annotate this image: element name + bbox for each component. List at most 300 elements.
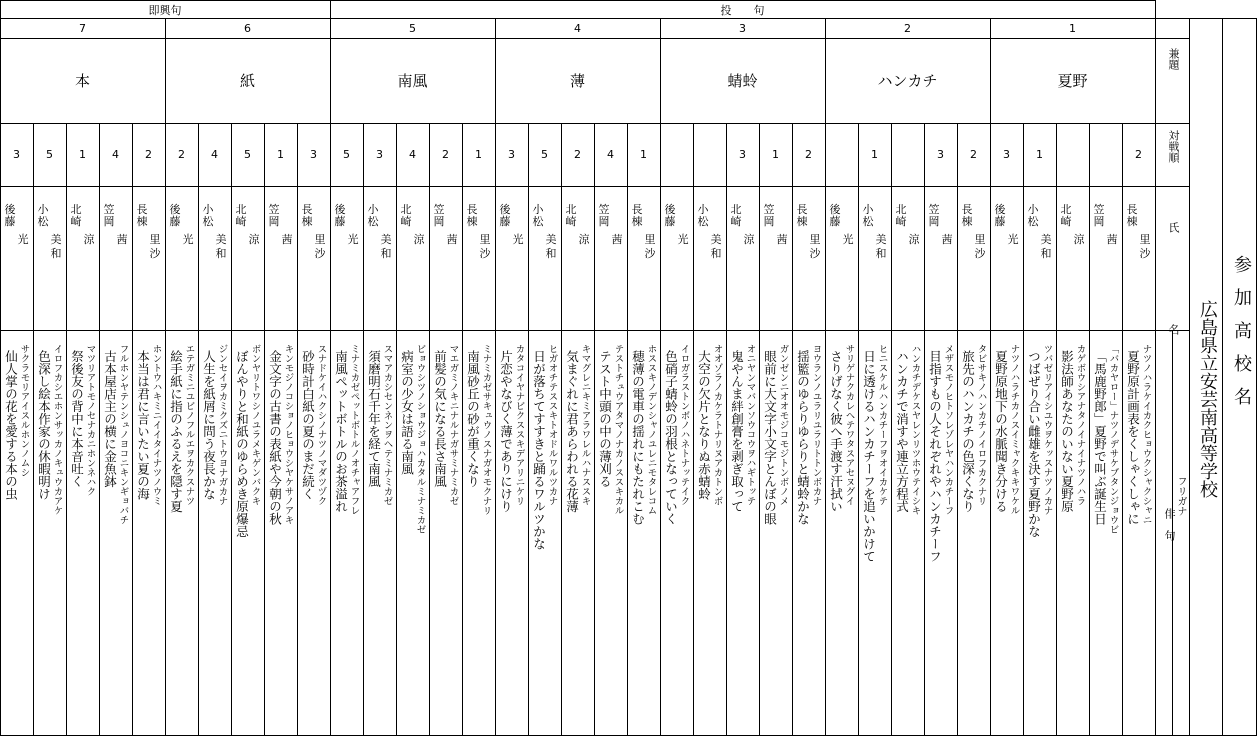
name-char: 笠 — [433, 203, 445, 216]
player-given-name — [1140, 204, 1151, 262]
match-order — [660, 123, 693, 186]
name-char: 光 — [17, 233, 29, 246]
player-given-name — [18, 204, 29, 262]
round-number: 3 — [739, 22, 746, 35]
haiku-text: さりげなく彼へ手渡す汗拭い — [828, 350, 844, 513]
haiku-furigana: ヒニスケルハンカチーフヲオイカケテ — [876, 344, 888, 506]
player-family-name — [236, 204, 247, 228]
haiku-furigana: マエガミノキニナルナガサミナミカゼ — [447, 344, 459, 506]
shimei-label: 氏 名 — [1167, 222, 1180, 375]
haiku-furigana: イロフカシエホンサッカノキュウカアケ — [51, 344, 63, 515]
name-char: 北 — [895, 203, 907, 216]
name-char: 松 — [367, 215, 379, 228]
name-char: 沙 — [1139, 247, 1151, 260]
name-char: 光 — [1007, 233, 1019, 246]
haiku-furigana: オニヤンマバンソウコウヲハギトッテ — [744, 344, 756, 506]
haiku-furigana: イロガラストンボノハネトナッテイク — [678, 344, 690, 506]
kendai-label: 兼題 — [1167, 48, 1180, 70]
haiku-furigana: ビョウシツノショウジョハカタルミナミカゼ — [414, 344, 426, 534]
haiku-text: 鬼やんま絆創膏を剥ぎ取って — [729, 350, 745, 513]
name-char: 藤 — [4, 215, 16, 228]
haiku-text: 日が落ちてすすきと踊るワルツかな — [531, 350, 547, 550]
match-order: 5 — [541, 148, 548, 161]
player-family-name — [38, 204, 49, 228]
name-char: 涼 — [1073, 233, 1085, 246]
match-order: 1 — [79, 148, 86, 161]
name-char: 光 — [512, 233, 524, 246]
school-name: 広島県立安芸南高等学校 — [1197, 300, 1218, 498]
name-char: 小 — [37, 203, 49, 216]
name-char: 美 — [50, 233, 62, 246]
player-name — [726, 204, 759, 274]
name-char: 崎 — [895, 215, 907, 228]
player-family-name — [335, 204, 346, 228]
player-given-name — [711, 204, 722, 262]
name-char: 沙 — [974, 247, 986, 260]
player-given-name — [645, 204, 656, 262]
name-char: 松 — [862, 215, 874, 228]
name-char: 和 — [875, 247, 887, 260]
player-given-name — [678, 204, 689, 262]
player-name — [99, 204, 132, 274]
player-given-name — [876, 204, 887, 262]
haiku-text: 片恋やなびく薄でありにけり — [498, 350, 514, 513]
player-name — [693, 204, 726, 274]
match-order: 1 — [772, 148, 779, 161]
name-char: 美 — [1040, 233, 1052, 246]
player-family-name — [1061, 204, 1072, 228]
name-char: 崎 — [1060, 215, 1072, 228]
player-given-name — [315, 204, 326, 262]
haiku-text: 人生を紙屑に問う夜長かな — [201, 350, 217, 500]
haiku-furigana: ホントウハキミニイイタイナツノウミ — [150, 344, 162, 506]
name-char: 松 — [697, 215, 709, 228]
name-char: 岡 — [928, 215, 940, 228]
name-char: 沙 — [809, 247, 821, 260]
player-family-name — [71, 204, 82, 228]
name-char: 後 — [169, 203, 181, 216]
haiku-furigana: ミナミカゼペットボトルノオチャアフレ — [348, 344, 360, 515]
kendai-word: 夏野 — [1057, 72, 1088, 90]
haiku-furigana: ボンヤリトワシノユラメキゲンバクキ — [249, 344, 261, 506]
name-char: 崎 — [70, 215, 82, 228]
haiku-furigana: エテガミニユビノフルエヲカクスナツ — [183, 344, 195, 506]
match-order: 2 — [178, 148, 185, 161]
player-name — [561, 204, 594, 274]
haiku-text: 眼前に大文字小文字とんぼの眼 — [762, 350, 778, 525]
name-char: 棟 — [796, 215, 808, 228]
name-char: 崎 — [235, 215, 247, 228]
haiku-text: 夏野原地下の水脈聞き分ける — [993, 350, 1009, 513]
name-char: 長 — [301, 203, 313, 216]
haiku-text: 影法師あなたのいない夏野原 — [1059, 350, 1075, 513]
player-name — [495, 204, 528, 274]
haiku-furigana: スマアカシセンネンヲヘテミナミカゼ — [381, 344, 393, 506]
player-family-name — [170, 204, 181, 228]
player-name — [825, 204, 858, 274]
name-char: 里 — [479, 233, 491, 246]
name-char: 涼 — [248, 233, 260, 246]
name-char: 後 — [664, 203, 676, 216]
haiku-text: ハンカチで消すや連立方程式 — [894, 350, 910, 513]
player-given-name — [414, 204, 425, 262]
match-order: 3 — [1003, 148, 1010, 161]
match-order: 2 — [442, 148, 449, 161]
sokkyo-header: 即興句 — [148, 3, 182, 17]
player-name — [660, 204, 693, 274]
name-char: 北 — [400, 203, 412, 216]
player-given-name — [117, 204, 128, 262]
match-order: 4 — [211, 148, 218, 161]
name-char: 長 — [961, 203, 973, 216]
furigana-label: フリガナ — [1175, 476, 1186, 516]
match-order: 5 — [343, 148, 350, 161]
player-given-name — [216, 204, 227, 262]
haiku-furigana: サリゲナクカレヘテワタスアセヌグイ — [843, 344, 855, 506]
haiku-text: 砂時計白紙の夏のまだ続く — [300, 350, 316, 500]
name-char: 光 — [347, 233, 359, 246]
name-char: 茜 — [446, 233, 458, 246]
player-family-name — [269, 204, 280, 228]
name-char: 沙 — [479, 247, 491, 260]
haiku-furigana: ヒガオチテススキトオドルワルツカナ — [546, 344, 558, 506]
name-char: 後 — [829, 203, 841, 216]
player-family-name — [863, 204, 874, 228]
player-family-name — [962, 204, 973, 228]
name-char: 松 — [37, 215, 49, 228]
name-char: 小 — [697, 203, 709, 216]
match-order — [1089, 123, 1122, 186]
name-char: 崎 — [400, 215, 412, 228]
name-char: 岡 — [103, 215, 115, 228]
match-order: 3 — [376, 148, 383, 161]
match-order: 1 — [475, 148, 482, 161]
player-family-name — [698, 204, 709, 228]
haiku-furigana: キマグレニキミアラワレルハナススキ — [579, 344, 591, 506]
player-given-name — [810, 204, 821, 262]
player-family-name — [797, 204, 808, 228]
right-top-border — [1155, 18, 1256, 19]
haiku-text: 気まぐれに君あらわれる花薄 — [564, 350, 580, 513]
name-char: 美 — [215, 233, 227, 246]
kendai-word: 蜻蛉 — [727, 72, 758, 90]
player-family-name — [731, 204, 742, 228]
name-char: 藤 — [994, 215, 1006, 228]
match-order: 4 — [112, 148, 119, 161]
name-char: 長 — [1126, 203, 1138, 216]
player-family-name — [5, 204, 16, 228]
haiku-text: 古本屋店主の横に金魚鉢 — [102, 350, 118, 488]
name-char: 北 — [235, 203, 247, 216]
haiku-furigana: タビサキノハンカチノイロフカクナリ — [975, 344, 987, 506]
haiku-text: 絵手紙に指のふるえを隠す夏 — [168, 350, 184, 513]
haiku-furigana: フルホンヤテンシュノヨコニキンギョバチ — [117, 344, 129, 525]
haiku-text: 前髪の気になる長さ南風 — [432, 350, 448, 488]
player-name — [1056, 204, 1089, 274]
name-char: 涼 — [908, 233, 920, 246]
haiku-furigana: ガンゼンニオオモジコモジトンボノメ — [777, 344, 789, 506]
school-col-right — [1222, 18, 1223, 736]
round-number: 4 — [574, 22, 581, 35]
name-char: 和 — [545, 247, 557, 260]
match-order: 2 — [1135, 148, 1142, 161]
player-name — [990, 204, 1023, 274]
name-char: 里 — [974, 233, 986, 246]
player-given-name — [1107, 204, 1118, 262]
haiku-label: 俳 句 — [1163, 508, 1176, 541]
haiku-furigana: ヨウランノユラリユラリトトンボカナ — [810, 344, 822, 506]
match-order: 3 — [739, 148, 746, 161]
kendai-word: ハンカチ — [877, 72, 938, 90]
name-char: 笠 — [763, 203, 775, 216]
name-char: 北 — [1060, 203, 1072, 216]
player-family-name — [1127, 204, 1138, 228]
player-name — [330, 204, 363, 274]
name-char: 長 — [136, 203, 148, 216]
match-order: 1 — [277, 148, 284, 161]
player-family-name — [764, 204, 775, 228]
name-char: 岡 — [763, 215, 775, 228]
player-given-name — [51, 204, 62, 262]
player-given-name — [348, 204, 359, 262]
player-name — [759, 204, 792, 274]
player-given-name — [975, 204, 986, 262]
haiku-text: 大空の欠片となりぬ赤蜻蛉 — [696, 350, 712, 500]
name-char: 美 — [380, 233, 392, 246]
player-name — [396, 204, 429, 274]
player-family-name — [203, 204, 214, 228]
name-char: 涼 — [578, 233, 590, 246]
player-given-name — [513, 204, 524, 262]
player-family-name — [566, 204, 577, 228]
name-char: 長 — [466, 203, 478, 216]
match-order: 4 — [409, 148, 416, 161]
round-number: 6 — [244, 22, 251, 35]
haiku-text: 祭後友の背中に本音吐く — [69, 350, 85, 488]
round-number: 2 — [904, 22, 911, 35]
haiku-furigana: ハンカチデケスヤレンリツホウテイシキ — [909, 344, 921, 515]
name-char: 小 — [202, 203, 214, 216]
name-char: 茜 — [941, 233, 953, 246]
name-char: 北 — [70, 203, 82, 216]
haiku-text: 南風ペットボトルのお茶溢れ — [333, 350, 349, 513]
name-char: 里 — [809, 233, 821, 246]
player-name — [924, 204, 957, 274]
name-char: 後 — [334, 203, 346, 216]
haiku-text: 色深し絵本作家の休暇明け — [36, 350, 52, 500]
name-char: 棟 — [1126, 215, 1138, 228]
player-name — [33, 204, 66, 274]
name-char: 小 — [367, 203, 379, 216]
haiku-furigana: 「バカヤロー」ナツノデサケブタンジョウビ — [1107, 344, 1119, 534]
name-char: 笠 — [103, 203, 115, 216]
name-char: 崎 — [565, 215, 577, 228]
haiku-text: 目指すもの人それぞれやハンカチーフ — [927, 350, 943, 563]
name-char: 棟 — [466, 215, 478, 228]
player-given-name — [183, 204, 194, 262]
player-family-name — [137, 204, 148, 228]
haiku-furigana: テストチュウアタマノナカノススキカル — [612, 344, 624, 515]
name-char: 棟 — [301, 215, 313, 228]
name-char: 小 — [862, 203, 874, 216]
name-char: 美 — [875, 233, 887, 246]
player-name — [891, 204, 924, 274]
player-given-name — [381, 204, 392, 262]
player-given-name — [546, 204, 557, 262]
name-char: 後 — [4, 203, 16, 216]
player-family-name — [467, 204, 478, 228]
haiku-furigana: スナドケイハクシノナツノマダツヅク — [315, 344, 327, 506]
player-family-name — [665, 204, 676, 228]
name-char: 里 — [1139, 233, 1151, 246]
player-family-name — [830, 204, 841, 228]
name-char: 沙 — [149, 247, 161, 260]
name-char: 長 — [796, 203, 808, 216]
label-col-right — [1189, 18, 1190, 736]
round-number: 5 — [409, 22, 416, 35]
player-name — [0, 204, 33, 274]
haiku-furigana: メザスモノヒトソレゾレヤハンカチーフ — [942, 344, 954, 515]
player-given-name — [249, 204, 260, 262]
player-family-name — [500, 204, 511, 228]
name-char: 藤 — [664, 215, 676, 228]
name-char: 和 — [50, 247, 62, 260]
haiku-text: 金文字の古書の表紙や今朝の秋 — [267, 350, 283, 525]
order-row-border — [0, 186, 1190, 187]
name-char: 小 — [532, 203, 544, 216]
player-given-name — [1074, 204, 1085, 262]
player-name — [198, 204, 231, 274]
haiku-furigana: ツバゼリアイシユウヲケッスナツノカナ — [1041, 344, 1053, 515]
player-given-name — [84, 204, 95, 262]
name-char: 光 — [182, 233, 194, 246]
name-char: 藤 — [499, 215, 511, 228]
name-char: 小 — [1027, 203, 1039, 216]
match-order — [693, 123, 726, 186]
name-char: 涼 — [83, 233, 95, 246]
name-char: 和 — [215, 247, 227, 260]
name-char: 茜 — [611, 233, 623, 246]
haiku-text: 「馬鹿野郎」夏野で叫ぶ誕生日 — [1092, 350, 1108, 525]
name-char: 長 — [631, 203, 643, 216]
name-char: 里 — [314, 233, 326, 246]
round-number: 7 — [79, 22, 86, 35]
player-family-name — [302, 204, 313, 228]
name-char: 棟 — [631, 215, 643, 228]
player-given-name — [579, 204, 590, 262]
name-char: 後 — [994, 203, 1006, 216]
name-char: 里 — [149, 233, 161, 246]
player-given-name — [1008, 204, 1019, 262]
player-name — [627, 204, 660, 274]
player-family-name — [434, 204, 445, 228]
player-family-name — [1094, 204, 1105, 228]
name-char: 里 — [644, 233, 656, 246]
player-name — [594, 204, 627, 274]
name-char: 光 — [677, 233, 689, 246]
player-name — [1023, 204, 1056, 274]
name-char: 沙 — [314, 247, 326, 260]
haiku-furigana: ホススキノデンシャノユレニモタレコム — [645, 344, 657, 515]
name-char: 茜 — [116, 233, 128, 246]
name-char: 美 — [710, 233, 722, 246]
match-order — [891, 123, 924, 186]
player-family-name — [104, 204, 115, 228]
name-char: 松 — [1027, 215, 1039, 228]
kendai-word: 本 — [74, 72, 90, 90]
player-given-name — [1041, 204, 1052, 262]
player-name — [264, 204, 297, 274]
haiku-text: テスト中頭の中の薄刈る — [597, 350, 613, 488]
furigana-split — [1172, 330, 1173, 736]
name-char: 藤 — [169, 215, 181, 228]
player-family-name — [1028, 204, 1039, 228]
player-given-name — [282, 204, 293, 262]
haiku-text: 南風砂丘の砂が重くなり — [465, 350, 481, 488]
haiku-text: 仙人掌の花を愛する本の虫 — [3, 350, 19, 500]
name-char: 笠 — [1093, 203, 1105, 216]
haiku-text: 夏野原計画表をくしゃくしゃに — [1125, 350, 1141, 525]
name-char: 藤 — [334, 215, 346, 228]
match-order: 1 — [1036, 148, 1043, 161]
match-order: 2 — [145, 148, 152, 161]
haiku-text: つばぜり合い雌雄を決す夏野かな — [1026, 350, 1042, 538]
name-char: 涼 — [743, 233, 755, 246]
name-char: 和 — [380, 247, 392, 260]
match-order — [1056, 123, 1089, 186]
player-given-name — [447, 204, 458, 262]
name-char: 光 — [842, 233, 854, 246]
match-order: 2 — [574, 148, 581, 161]
haiku-furigana: オオゾラノカケラトナリヌアカトンボ — [711, 344, 723, 506]
player-name — [957, 204, 990, 274]
haiku-furigana: マツリアトモノセナカニホンネハク — [84, 344, 96, 496]
name-char: 岡 — [268, 215, 280, 228]
player-given-name — [612, 204, 623, 262]
match-order: 5 — [244, 148, 251, 161]
kendai-word: 紙 — [239, 72, 255, 90]
player-family-name — [929, 204, 940, 228]
match-order: 3 — [937, 148, 944, 161]
haiku-furigana: サクラモリアイスルホンノムシ — [18, 344, 30, 477]
kendai-word: 薄 — [569, 72, 585, 90]
name-char: 笠 — [598, 203, 610, 216]
match-order: 1 — [640, 148, 647, 161]
player-given-name — [150, 204, 161, 262]
haiku-text: 病室の少女は語る南風 — [399, 350, 415, 475]
haiku-text: 旅先のハンカチの色深くなり — [960, 350, 976, 513]
player-family-name — [896, 204, 907, 228]
name-char: 松 — [532, 215, 544, 228]
haiku-text: 本当は君に言いたい夏の海 — [135, 350, 151, 500]
match-order: 3 — [13, 148, 20, 161]
player-family-name — [632, 204, 643, 228]
haiku-furigana: カタコイヤナビクススキデアリニケリ — [513, 344, 525, 506]
haiku-text: 穂薄の電車の揺れにもたれこむ — [630, 350, 646, 525]
name-char: 茜 — [776, 233, 788, 246]
player-family-name — [401, 204, 412, 228]
name-char: 岡 — [1093, 215, 1105, 228]
haiku-text: 揺籃のゆらりゆらりと蜻蛉かな — [795, 350, 811, 525]
player-name — [462, 204, 495, 274]
top-border — [0, 0, 1155, 1]
haiku-text: 須磨明石千年を経て南風 — [366, 350, 382, 488]
player-given-name — [480, 204, 491, 262]
name-char: 茜 — [281, 233, 293, 246]
player-name — [363, 204, 396, 274]
label-col-left — [1155, 0, 1156, 736]
match-order: 3 — [310, 148, 317, 161]
